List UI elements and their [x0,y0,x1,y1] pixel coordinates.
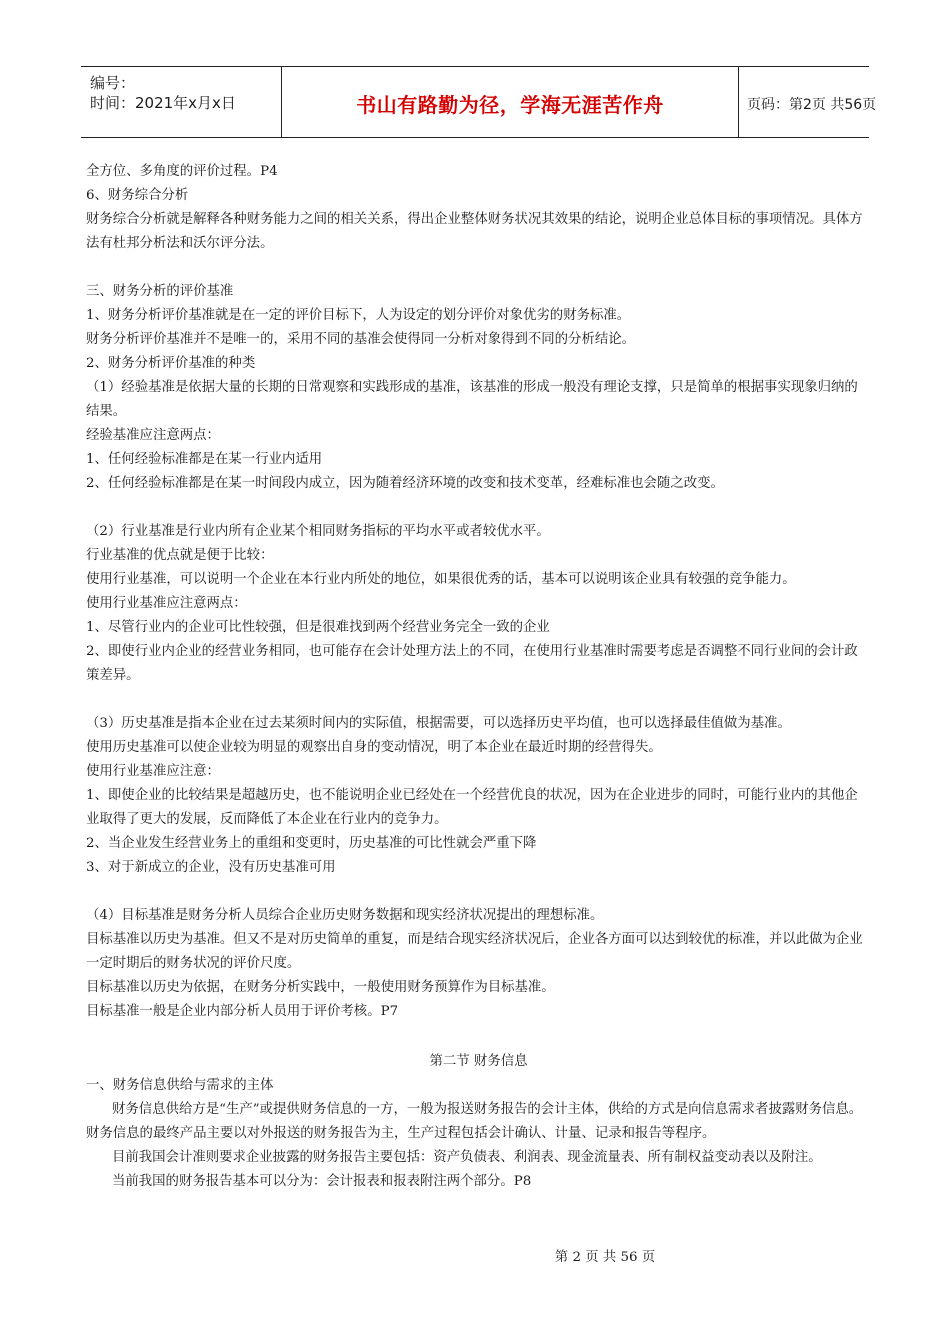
body-line: 使用历史基准可以使企业较为明显的观察出自身的变动情况，明了本企业在最近时期的经营得失。 [86,740,662,755]
body-paragraph: 财务信息供给方是“生产”或提供财务信息的一方，一般为报送财务报告的会计主体，供给的方式是向信息需求者披露财务信息。财务信息的最终产品主要以对外报送的财务报告为主，生产过程包括会计确认、计量、记录和报告等程序。 [86,1102,863,1141]
header-motto: 书山有路勤为径，学海无涯苦作舟 [356,93,664,117]
body-paragraph: 1、即使企业的比较结果是超越历史，也不能说明企业已经处在一个经营优良的状况，因为在企业进步的同时，可能行业内的其他企业取得了更大的发展，反而降低了本企业在行业内的竞争力。 [86,788,858,827]
body-line: 1、尽管行业内的企业可比性较强，但是很难找到两个经营业务完全一致的企业 [86,620,550,635]
section-heading: 一、财务信息供给与需求的主体 [86,1078,274,1093]
body-paragraph: （1）经验基准是依据大量的长期的日常观察和实践形成的基准，该基准的形成一般没有理论支撑，只是简单的根据事实现象归纳的结果。 [86,380,858,419]
header-motto-cell [281,67,739,137]
body-line: 2、任何经验标准都是在某一时间段内成立，因为随着经济环境的改变和技术变革，经难标准也会随之改变。 [86,476,724,491]
body-line: 2、财务分析评价基准的种类 [86,356,256,371]
document-number-label: 编号： [90,74,136,92]
document-time-label: 时间：2021年x月x日 [90,94,236,112]
header-meta-cell [81,67,281,137]
page-footer [0,1246,950,1265]
body-line: 目标基准一般是企业内部分析人员用于评价考核。P7 [86,1004,399,1019]
body-line: 目标基准以历史为依据，在财务分析实践中，一般使用财务预算作为目标基准。 [86,980,555,995]
body-line: 使用行业基准应注意两点： [86,596,247,611]
body-paragraph: 财务综合分析就是解释各种财务能力之间的相关关系，得出企业整体财务状况其效果的结论，说明企业总体目标的事项情况。具体方法有杜邦分析法和沃尔评分法。 [86,212,863,251]
body-line: 3、对于新成立的企业，没有历史基准可用 [86,860,336,875]
section-heading: 6、财务综合分析 [86,188,189,203]
body-line: 1、财务分析评价基准就是在一定的评价目标下，人为设定的划分评价对象优劣的财务标准。 [86,308,631,323]
body-line: （2）行业基准是行业内所有企业某个相同财务指标的平均水平或者较优水平。 [86,524,550,539]
body-paragraph: 2、即使行业内企业的经营业务相同，也可能存在会计处理方法上的不同，在使用行业基准时需要考虑是否调整不同行业间的会计政策差异。 [86,644,858,683]
body-line: 1、任何经验标准都是在某一行业内适用 [86,452,323,467]
section-title: 第二节 财务信息 [429,1054,528,1069]
document-body [86,160,871,1194]
body-line: 当前我国的财务报告基本可以分为：会计报表和报表附注两个部分。P8 [112,1174,532,1189]
document-header [81,66,877,138]
section-heading: 三、财务分析的评价基准 [86,284,234,299]
body-line: 经验基准应注意两点： [86,428,220,443]
body-line: （3）历史基准是指本企业在过去某须时间内的实际值，根据需要，可以选择历史平均值，也可以选择最佳值做为基准。 [86,716,791,731]
body-line: 财务分析评价基准并不是唯一的，采用不同的基准会使得同一分析对象得到不同的分析结论。 [86,332,636,347]
header-page-info: 页码：第2页 共56页 [747,97,877,113]
body-line: 行业基准的优点就是便于比较： [86,548,274,563]
body-line: 使用行业基准应注意： [86,764,220,779]
body-line: 目前我国会计准则要求企业披露的财务报告主要包括：资产负债表、利润表、现金流量表、所有制权益变动表以及附注。 [112,1150,822,1165]
body-line: 全方位、多角度的评价过程。P4 [86,164,278,179]
body-line: （4）目标基准是财务分析人员综合企业历史财务数据和现实经济状况提出的理想标准。 [86,908,604,923]
header-page-cell [738,67,877,137]
body-line: 2、当企业发生经营业务上的重组和变更时，历史基准的可比性就会严重下降 [86,836,537,851]
body-line: 使用行业基准，可以说明一个企业在本行业内所处的地位，如果很优秀的话，基本可以说明该企业具有较强的竞争能力。 [86,572,796,587]
footer-page-number: 第 2 页 共 56 页 [554,1250,656,1265]
body-paragraph: 目标基准以历史为基准。但又不是对历史简单的重复，而是结合现实经济状况后，企业各方面可以达到较优的标准，并以此做为企业一定时期后的财务状况的评价尺度。 [86,932,863,971]
